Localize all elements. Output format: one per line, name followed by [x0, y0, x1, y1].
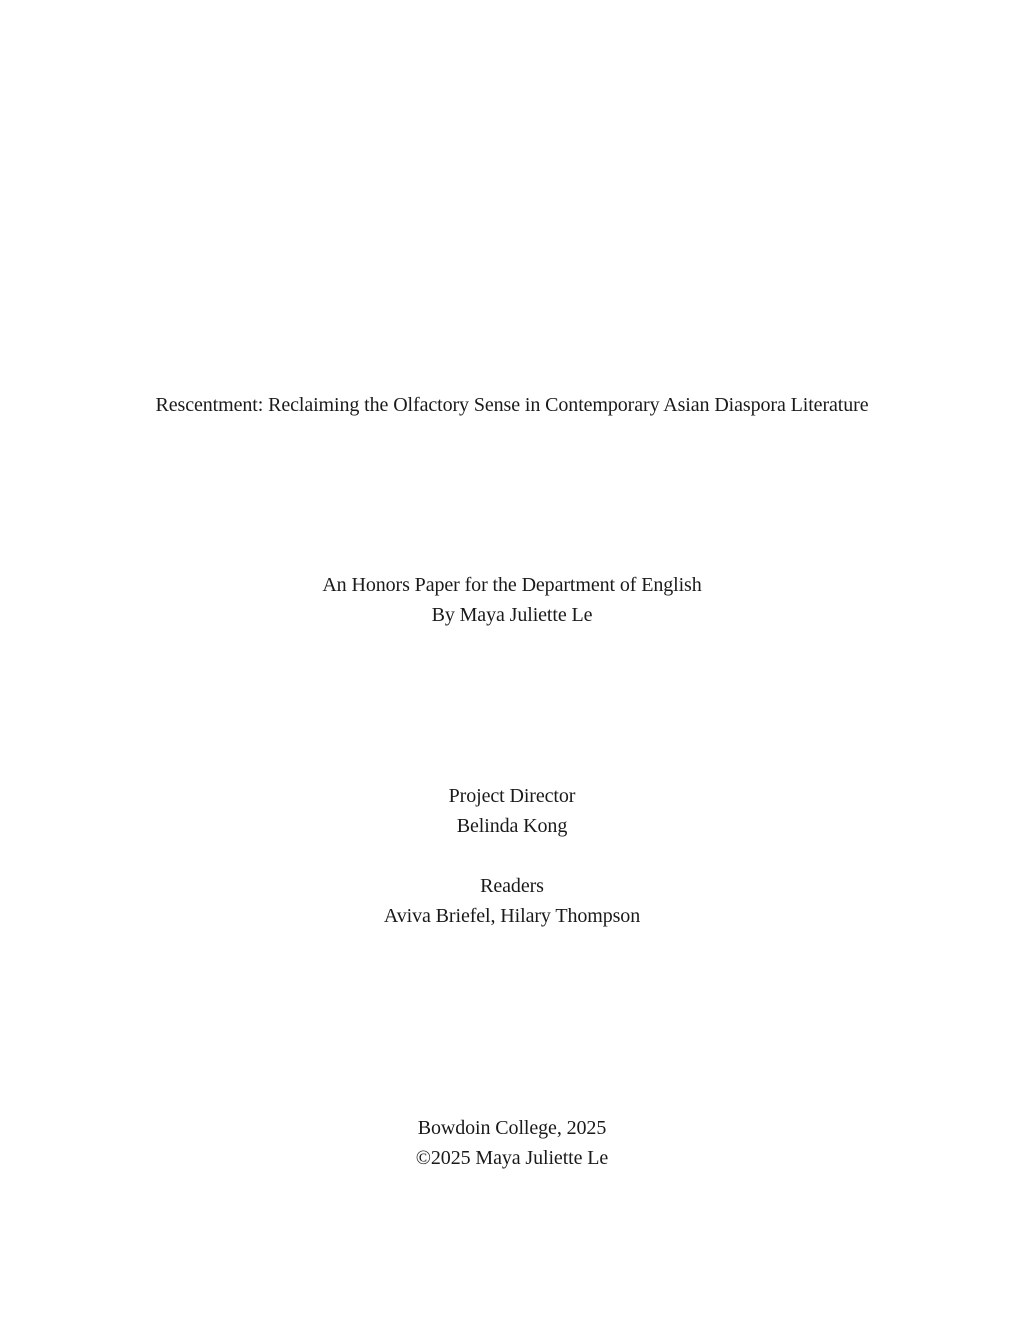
paper-subtitle: An Honors Paper for the Department of English: [322, 574, 702, 596]
project-director-name: Belinda Kong: [456, 815, 568, 837]
readers-label: Readers: [480, 875, 544, 897]
copyright-line: ©2025 Maya Juliette Le: [415, 1147, 609, 1169]
paper-title: Rescentment: Reclaiming the Olfactory Sense in Contemporary Asian Diaspora Literature: [155, 394, 869, 416]
college-line: Bowdoin College, 2025: [417, 1117, 607, 1139]
project-director-label: Project Director: [448, 785, 576, 807]
author-line: By Maya Juliette Le: [431, 604, 593, 626]
readers-names: Aviva Briefel, Hilary Thompson: [383, 905, 641, 927]
